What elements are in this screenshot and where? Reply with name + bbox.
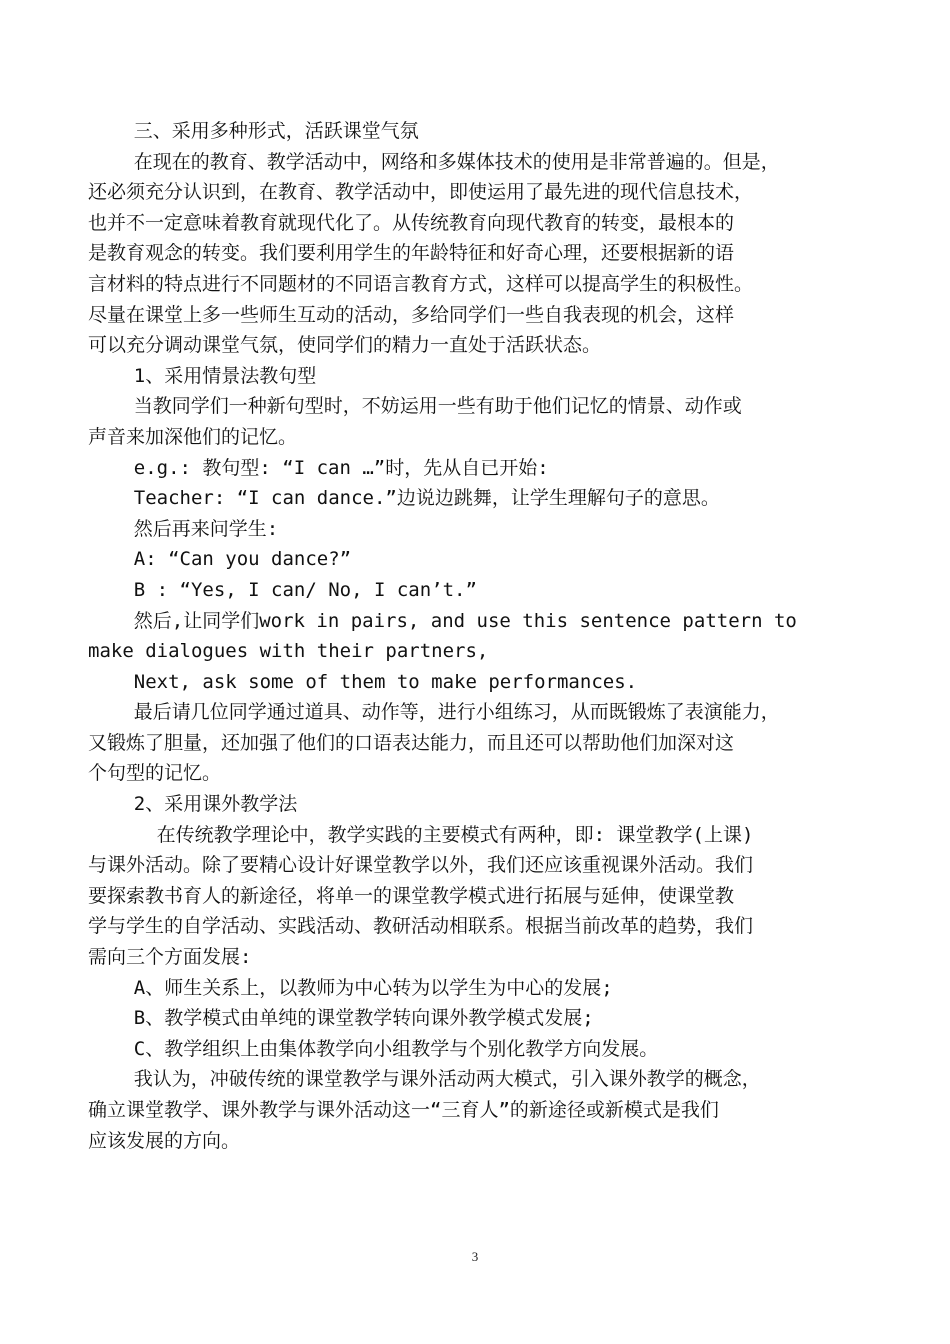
text-line: 也并不一定意味着教育就现代化了。从传统教育向现代教育的转变，最根本的 xyxy=(88,211,735,234)
text-line: 可以充分调动课堂气氛，使同学们的精力一直处于活跃状态。 xyxy=(88,334,602,357)
text-line: B : “Yes, I can/ No, I can’t.” xyxy=(88,578,477,601)
text-line: 声音来加深他们的记忆。 xyxy=(88,425,298,448)
text-line: 然后再来问学生: xyxy=(88,517,279,540)
text-line: 需向三个方面发展: xyxy=(88,946,252,969)
text-line: 与课外活动。除了要精心设计好课堂教学以外，我们还应该重视课外活动。我们 xyxy=(88,854,754,877)
page-number: 3 xyxy=(471,1249,479,1264)
text-line: 在传统教学理论中，教学实践的主要模式有两种，即: 课堂教学(上课) xyxy=(88,823,754,846)
text-line: 言材料的特点进行不同题材的不同语言教育方式，这样可以提高学生的积极性。 xyxy=(88,272,754,295)
text-line: B、教学模式由单纯的课堂教学转向课外教学模式发展; xyxy=(88,1007,594,1030)
text-line: Teacher: “I can dance.”边说边跳舞，让学生理解句子的意思。 xyxy=(88,487,720,510)
text-line: 确立课堂教学、课外教学与课外活动这一“三育人”的新途径或新模式是我们 xyxy=(88,1099,719,1121)
text-line: make dialogues with their partners, xyxy=(88,640,489,663)
text-line: 应该发展的方向。 xyxy=(88,1129,241,1152)
text-line: 还必须充分认识到，在教育、教学活动中，即使运用了最先进的现代信息技术， xyxy=(88,181,754,204)
text-line: 2、采用课外教学法 xyxy=(88,793,298,816)
text-line: 三、采用多种形式，活跃课堂气氛 xyxy=(88,120,419,142)
text-line: A、师生关系上，以教师为中心转为以学生为中心的发展; xyxy=(88,976,613,999)
text-line: 是教育观念的转变。我们要利用学生的年龄特征和好奇心理，还要根据新的语 xyxy=(88,242,735,265)
text-line: C、教学组织上由集体教学向小组教学与个别化教学方向发展。 xyxy=(88,1037,659,1060)
text-line: 个句型的记忆。 xyxy=(88,762,222,785)
text-line: 学与学生的自学活动、实践活动、教研活动相联系。根据当前改革的趋势，我们 xyxy=(88,915,754,938)
text-line: 要探索教书育人的新途径，将单一的课堂教学模式进行拓展与延伸，使课堂教 xyxy=(88,884,735,907)
text-line: 1、采用情景法教句型 xyxy=(88,364,317,387)
text-line: 尽量在课堂上多一些师生互动的活动，多给同学们一些自我表现的机会，这样 xyxy=(88,303,735,326)
text-line: Next, ask some of them to make performances. xyxy=(88,670,638,693)
text-line: 又锻炼了胆量，还加强了他们的口语表达能力，而且还可以帮助他们加深对这 xyxy=(88,731,735,754)
text-line: 最后请几位同学通过道具、动作等，进行小组练习，从而既锻炼了表演能力， xyxy=(88,701,780,724)
document-body xyxy=(88,116,864,1156)
text-line: 我认为，冲破传统的课堂教学与课外活动两大模式，引入课外教学的概念， xyxy=(88,1068,761,1091)
text-line: A: “Can you dance?” xyxy=(88,548,352,571)
text-line: 然后,让同学们work in pairs, and use this sentence pattern to xyxy=(88,609,797,632)
text-line: 当教同学们一种新句型时，不妨运用一些有助于他们记忆的情景、动作或 xyxy=(88,395,742,418)
text-line: 在现在的教育、教学活动中，网络和多媒体技术的使用是非常普遍的。但是， xyxy=(88,150,780,173)
text-line: e.g.: 教句型: “I can …”时，先从自已开始: xyxy=(88,456,549,479)
